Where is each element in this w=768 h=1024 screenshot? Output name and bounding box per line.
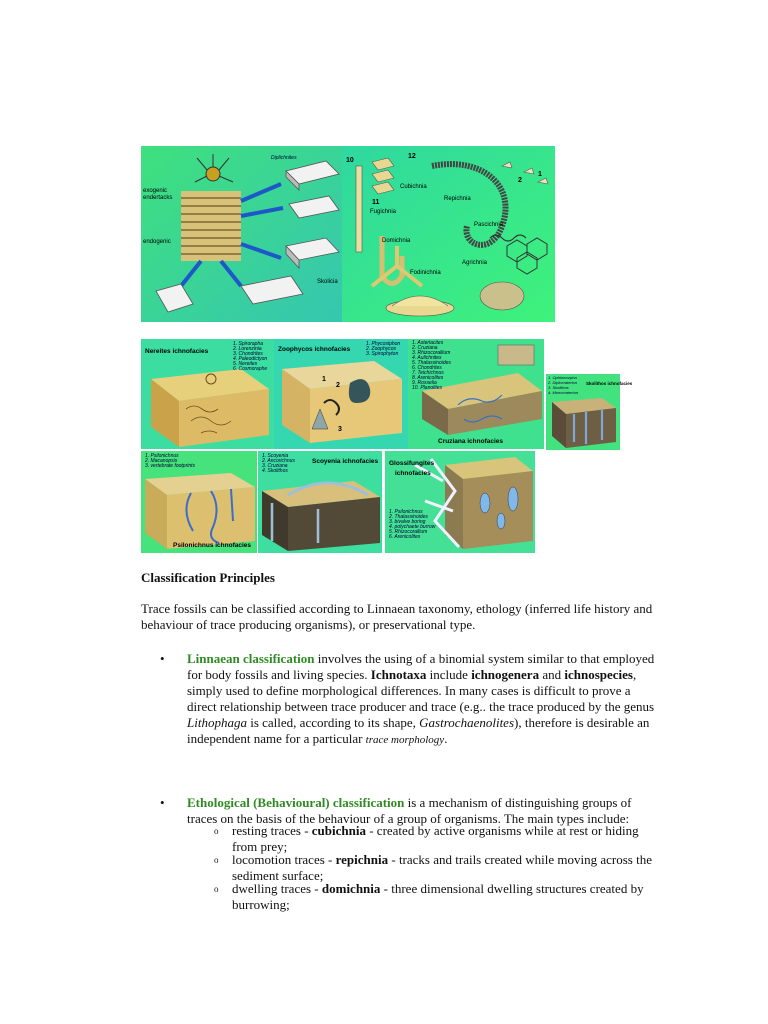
linnaean-paragraph: Linnaean classification involves the using of a binomial system similar to that employed for body fossils and living species. Ichnotaxa include ichnogenera and ichnospecies, simply used to define morphological differences. In many cases is difficult to prove a direct relationship between trace producer and trace (e.g.. the trace produced by the genus Lithophaga is called, according to its shape, Gastrochaenolites), therefore is desirable an independent name for a particular trace morphology. xyxy=(187,651,655,746)
list-item: 6. Arenicolites xyxy=(389,534,421,540)
svg-text:1: 1 xyxy=(322,376,326,383)
intro-paragraph: Trace fossils can be classified according to Linnaean taxonomy, ethology (inferred life history and behaviour of trace producing organisms), or preservational type. xyxy=(141,601,653,632)
term-trace-morphology: trace morphology xyxy=(365,734,445,746)
list-item: 3. Skolithos xyxy=(548,385,569,390)
list-item: 5. Thalassinoides xyxy=(412,360,451,366)
label-diplichnites: Diplichnites xyxy=(271,155,297,161)
term-domichnia: domichnia xyxy=(321,881,381,896)
list-item: locomotion traces - repichnia - tracks and trails created while moving across the sediment surface; xyxy=(232,852,652,883)
list-item: 6. Cosmoraphe xyxy=(233,366,268,372)
label-agrichnia: Agrichnia xyxy=(462,260,488,266)
list-item: 2. Thalassinoides xyxy=(389,514,428,520)
term-cubichnia: cubichnia xyxy=(311,823,366,838)
bullet-marker: • xyxy=(160,651,165,666)
panel-zoophycos-ichnofacies xyxy=(274,339,408,449)
list-item: 4. Monocraterion xyxy=(548,390,579,395)
list-item: 1. Psilonichnus xyxy=(145,453,179,459)
list-item: 2. Cruziana xyxy=(412,345,438,351)
svg-text:11: 11 xyxy=(372,199,380,206)
bullet-marker: • xyxy=(160,795,165,810)
list-item: 5. Rhizocorallium xyxy=(389,529,428,535)
list-item: 9. Rosselia xyxy=(412,380,437,386)
svg-text:1: 1 xyxy=(538,171,542,178)
list-item: 2. Lorenzinia xyxy=(233,346,262,352)
list-item: 10. Planolites xyxy=(412,385,443,391)
figure-trace-types-left xyxy=(141,146,342,322)
svg-text:12: 12 xyxy=(408,153,416,160)
panel-skolithos-ichnofacies xyxy=(546,374,633,450)
list-item: 5. Nereites xyxy=(233,361,258,367)
title-glossifungites: Glossifungites xyxy=(389,460,435,467)
label-pascichnia: Pascichnia xyxy=(474,222,504,228)
title-psilonichnus: Psilonichnus ichnofacies xyxy=(173,542,252,549)
title-scoyenia: Scoyenia ichnofacies xyxy=(312,458,379,465)
term-ethological: Ethological (Behavioural) classification xyxy=(187,795,405,810)
list-item: 2. Macanopsis xyxy=(145,458,178,464)
label-exogenic: exogenic xyxy=(143,188,168,194)
sub-bullet-marker: o xyxy=(214,855,219,865)
label-fugichnia: Fugichnia xyxy=(370,209,397,215)
ethological-paragraph: Ethological (Behavioural) classification is a mechanism of distinguishing groups of traces on the basis of the behaviour of a group of organisms. The main types include: xyxy=(187,795,632,826)
list-item: 1. Phycosiphon xyxy=(366,341,401,347)
label-repichnia: Repichnia xyxy=(444,196,471,202)
svg-text:10: 10 xyxy=(346,157,354,164)
panel-cruziana-ichnofacies xyxy=(408,339,544,449)
list-item: 4. Skolithos xyxy=(262,468,288,474)
sub-bullet-marker: o xyxy=(214,884,219,894)
label-cubichnia: Cubichnia xyxy=(400,184,427,190)
list-item: 4. Aulichnites xyxy=(412,355,442,361)
list-item: 3. vertebrate footprints xyxy=(145,463,196,469)
list-item: 1. Ophiomorpha xyxy=(548,375,577,380)
list-item: 4. Paleodictyon xyxy=(233,356,268,362)
term-linnaean: Linnaean classification xyxy=(187,651,315,666)
label-endogenic: endogenic xyxy=(143,239,171,245)
list-item: 8. Arenicolites xyxy=(412,375,444,381)
list-item: 3. Chondrites xyxy=(233,351,263,357)
svg-text:2: 2 xyxy=(518,177,522,184)
list-item: 3. Cruziana xyxy=(262,463,288,469)
section-heading: Classification Principles xyxy=(141,570,275,585)
label-fodinichnia: Fodinichnia xyxy=(410,270,441,276)
figure-ethological-groups-right xyxy=(342,146,555,322)
list-item: 3. Rhizocorallium xyxy=(412,350,451,356)
list-item: 2. Diplocraterion xyxy=(548,380,578,385)
panel-glossifungites-ichnofacies xyxy=(385,451,535,553)
label-skolicia: Skolicia xyxy=(317,279,338,285)
term-ichnotaxa: Ichnotaxa xyxy=(370,667,427,682)
panel-nereites-ichnofacies xyxy=(141,339,274,449)
list-item: 3. bivalve boring xyxy=(389,519,426,525)
label-domichnia: Domichnia xyxy=(382,238,411,244)
list-item: 1. Asteriacites xyxy=(412,340,444,346)
title-zoophycos: Zoophycos ichnofacies xyxy=(278,346,351,353)
list-item: dwelling traces - domichnia - three dimensional dwelling structures created by burrowing; xyxy=(232,881,644,912)
list-item: 6. Chondrites xyxy=(412,365,442,371)
svg-text:3: 3 xyxy=(338,426,342,433)
sub-bullet-marker: o xyxy=(214,826,219,836)
list-item: 3. Spirophyton xyxy=(366,351,399,357)
label-endertacks: endertacks xyxy=(143,195,173,201)
term-lithophaga: Lithophaga xyxy=(187,715,247,730)
list-zoophycos xyxy=(365,341,400,357)
term-ichnospecies: ichnospecies xyxy=(564,667,633,682)
panel-scoyenia-ichnofacies xyxy=(258,451,382,553)
title-skolithos: Skolithos ichnofacies xyxy=(586,381,633,386)
term-gastrochaenolites: Gastrochaenolites xyxy=(419,715,515,730)
term-ichnogenera: ichnogenera xyxy=(471,667,540,682)
list-item: 1. Scoyenia xyxy=(262,453,289,459)
list-item: resting traces - cubichnia - created by active organisms while at rest or hiding from prey; xyxy=(232,823,639,854)
title-nereites: Nereites ichnofacies xyxy=(145,348,209,355)
svg-text:2: 2 xyxy=(336,382,340,389)
list-item: 1. Spirorapha xyxy=(233,341,264,347)
title-glossifungites-2: ichnofacies xyxy=(395,470,431,477)
title-cruziana: Cruziana ichnofacies xyxy=(438,438,504,445)
list-nereites xyxy=(232,341,267,372)
list-item: 7. Teichichnus xyxy=(412,370,444,376)
list-item: 2. Ancorichnus xyxy=(262,458,295,464)
list-item: 1. Psilonichnus xyxy=(389,509,423,515)
panel-psilonichnus-ichnofacies xyxy=(141,451,257,553)
list-item: 4. polychaete burrow xyxy=(389,524,436,530)
list-item: 2. Zoophycos xyxy=(366,346,397,352)
term-repichnia: repichnia xyxy=(335,852,389,867)
